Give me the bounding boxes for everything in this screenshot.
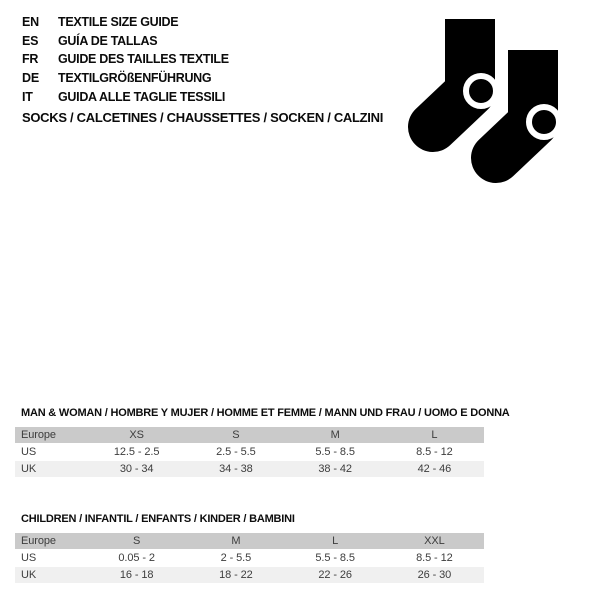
language-code: IT	[22, 89, 33, 104]
man-woman-size-table	[15, 427, 484, 477]
size-cell: 8.5 - 12	[385, 550, 484, 567]
language-code: EN	[22, 15, 39, 30]
table-row-us	[15, 550, 484, 567]
col-header-m: M	[186, 533, 285, 550]
size-cell: 38 - 42	[318, 463, 352, 475]
col-header-s: S	[186, 427, 285, 444]
size-cell: 12.5 - 2.5	[87, 444, 186, 461]
col-header-xxl: XXL	[385, 533, 484, 550]
man-woman-section	[15, 407, 510, 477]
children-section	[15, 513, 484, 583]
table-row-us	[15, 444, 484, 461]
row-label: US	[15, 444, 87, 461]
language-code: ES	[22, 33, 39, 48]
language-row-fr	[22, 50, 229, 69]
language-title-list	[22, 13, 229, 106]
col-header-l: L	[385, 427, 484, 444]
language-label: TEXTILE SIZE GUIDE	[58, 15, 179, 30]
language-row-de	[22, 69, 229, 88]
size-cell: 30 - 34	[119, 463, 154, 475]
language-label: GUIDA ALLE TAGLIE TESSILI	[58, 89, 226, 104]
size-cell: 8.5 - 12	[385, 444, 484, 461]
row-label: US	[15, 550, 87, 567]
language-code: FR	[22, 52, 39, 67]
col-header-europe: Europe	[15, 427, 87, 444]
category-title: SOCKS / CALCETINES / CHAUSSETTES / SOCKEN / CALZINI	[22, 110, 384, 125]
size-cell: 5.5 - 8.5	[286, 550, 385, 567]
row-label: UK	[21, 569, 37, 581]
col-header-europe: Europe	[15, 533, 87, 550]
col-header-s: S	[87, 533, 186, 550]
table-header-row	[15, 427, 484, 444]
row-label: UK	[21, 463, 37, 475]
children-size-table	[15, 533, 484, 583]
language-label: TEXTILGRÖßENFÜHRUNG	[58, 71, 212, 86]
size-cell: 26 - 30	[417, 569, 452, 581]
man-woman-table-title: MAN & WOMAN / HOMBRE Y MUJER / HOMME ET FEMME / MANN UND FRAU / UOMO E DONNA	[21, 407, 510, 419]
size-cell: 2 - 5.5	[186, 550, 285, 567]
size-cell: 34 - 38	[219, 463, 253, 475]
size-cell: 42 - 46	[417, 463, 452, 475]
language-row-es	[22, 32, 229, 51]
language-row-it	[22, 87, 229, 106]
socks-icon	[390, 0, 585, 195]
table-row-uk	[15, 461, 484, 477]
table-header-row	[15, 533, 484, 550]
language-label: GUÍA DE TALLAS	[58, 33, 158, 48]
table-row-uk	[15, 567, 484, 583]
language-code: DE	[22, 71, 39, 86]
size-cell: 2.5 - 5.5	[186, 444, 285, 461]
size-cell: 22 - 26	[318, 569, 352, 581]
col-header-m: M	[286, 427, 385, 444]
children-table-title: CHILDREN / INFANTIL / ENFANTS / KINDER / BAMBINI	[21, 513, 295, 525]
size-cell: 5.5 - 8.5	[286, 444, 385, 461]
size-cell: 18 - 22	[219, 569, 253, 581]
language-row-en	[22, 13, 229, 32]
col-header-xs: XS	[87, 427, 186, 444]
col-header-l: L	[286, 533, 385, 550]
size-cell: 16 - 18	[119, 569, 154, 581]
language-label: GUIDE DES TAILLES TEXTILE	[58, 52, 229, 67]
size-cell: 0.05 - 2	[87, 550, 186, 567]
